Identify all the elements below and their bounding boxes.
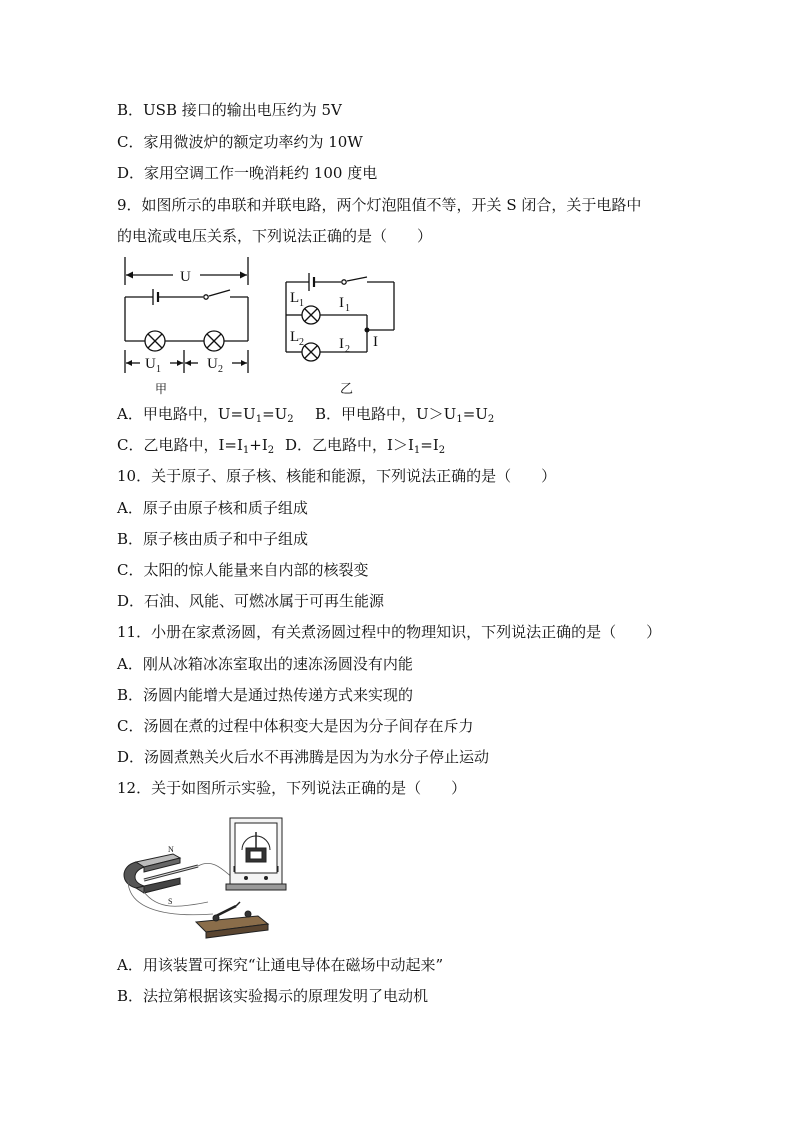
label-u2-sub: 2 (218, 364, 223, 375)
label-n: N (168, 845, 174, 854)
label-u: U (180, 269, 191, 285)
q8-option-c: C．家用微波炉的额定功率约为 10W (117, 133, 363, 151)
series-circuit-figure (118, 255, 258, 400)
caption-jia: 甲 (155, 382, 168, 396)
label-l1-sub: 1 (299, 298, 304, 309)
label-i1-sub: 1 (345, 303, 350, 314)
label-i2-sub: 2 (345, 344, 350, 355)
q10-option-b: B．原子核由质子和中子组成 (117, 530, 309, 548)
label-u2: U (207, 356, 218, 372)
parallel-circuit-figure (283, 262, 408, 400)
label-l2: L (290, 329, 300, 345)
q9-option-b: B．甲电路中，$U>U_1=U_2$ (315, 405, 495, 425)
label-l2-sub: 2 (299, 337, 304, 348)
q9-option-a: A．甲电路中，$U=U_1=U_2$ (117, 405, 294, 425)
q8-option-b: B．USB 接口的输出电压约为 5V (117, 101, 342, 119)
q11-option-b: B．汤圆内能增大是通过热传递方式来实现的 (117, 686, 414, 704)
q12-option-a: A．用该装置可探究“让通电导体在磁场中动起来” (117, 956, 444, 974)
q11-option-a: A．刚从冰箱冰冻室取出的速冻汤圆没有内能 (117, 655, 413, 673)
label-s: S (168, 897, 173, 906)
q11-option-d: D．汤圆煮熟关火后水不再沸腾是因为为水分子停止运动 (117, 748, 490, 766)
q12-stem: 12．关于如图所示实验，下列说法正确的是（ ） (117, 779, 467, 797)
q10-option-c: C．太阳的惊人能量来自内部的核裂变 (117, 561, 369, 579)
label-i: I (373, 334, 378, 350)
q10-option-d: D．石油、风能、可燃冰属于可再生能源 (117, 592, 385, 610)
label-i2: I (339, 336, 344, 352)
q9-stem-line1: 9．如图所示的串联和并联电路，两个灯泡阻值不等，开关 S 闭合，关于电路中 (117, 196, 642, 214)
q9-option-d: D．乙电路中，$I>I_1=I_2$ (285, 436, 446, 456)
q9-stem-line2: 的电流或电压关系，下列说法正确的是（ ） (117, 227, 433, 245)
label-i1: I (339, 295, 344, 311)
q10-stem: 10．关于原子、原子核、核能和能源，下列说法正确的是（ ） (117, 467, 557, 485)
q10-option-a: A．原子由原子核和质子组成 (117, 499, 308, 517)
q12-option-b: B．法拉第根据该实验揭示的原理发明了电动机 (117, 987, 429, 1005)
caption-yi: 乙 (340, 381, 354, 396)
q11-stem: 11．小册在家煮汤圆，有关煮汤圆过程中的物理知识，下列说法正确的是（ ） (117, 623, 662, 641)
label-u1-sub: 1 (156, 364, 161, 375)
q9-option-c: C．乙电路中，$I=I_1+I_2$ (117, 436, 275, 456)
label-u1: U (145, 356, 156, 372)
electromagnetic-experiment-figure (118, 810, 293, 945)
q8-option-d: D．家用空调工作一晚消耗约 100 度电 (117, 164, 378, 182)
label-l1: L (290, 290, 300, 306)
q11-option-c: C．汤圆在煮的过程中体积变大是因为分子间存在斥力 (117, 717, 474, 735)
